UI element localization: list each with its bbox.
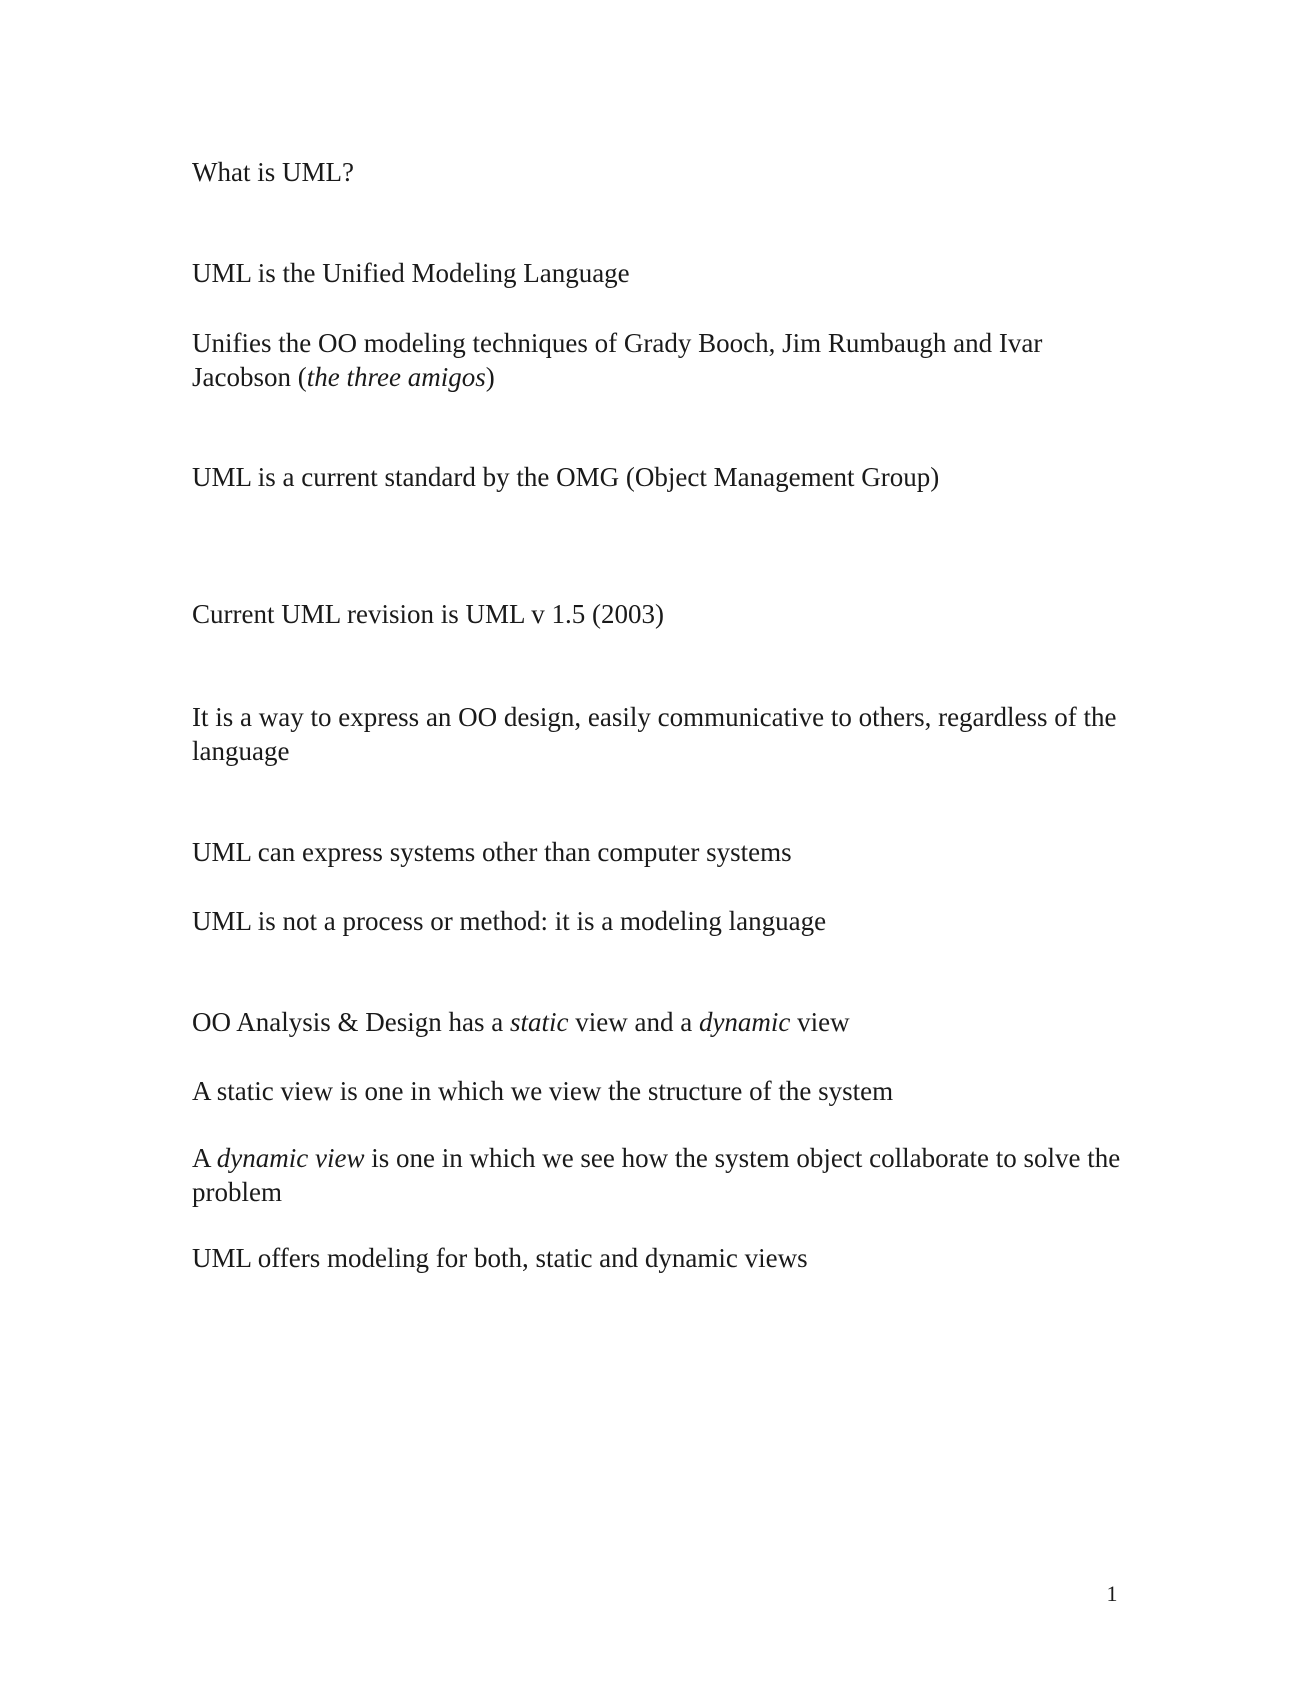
paragraph-express-design: It is a way to express an OO design, easily communicative to others, regardless of the language (192, 702, 1117, 766)
paragraph-dynamic-view (192, 1141, 1132, 1209)
static-dynamic-text-2: view and a (568, 1007, 699, 1037)
static-italic: static (509, 1007, 569, 1037)
dynamic-view-italic: dynamic view (216, 1143, 365, 1173)
static-dynamic-text-1: OO Analysis & Design has a (192, 1007, 510, 1037)
paragraph-unifies-close: ) (485, 362, 495, 392)
paragraph-static-dynamic (192, 1005, 1132, 1039)
dynamic-italic: dynamic (698, 1007, 791, 1037)
paragraph-unifies (192, 326, 1132, 394)
dynamic-view-text-2: is one in which we see how the system object collaborate to solve the problem (192, 1143, 1121, 1207)
paragraph-static-view: A static view is one in which we view the structure of the system (192, 1076, 894, 1106)
paragraph-unifies-text: Unifies the OO modeling techniques of Grady Booch, Jim Rumbaugh and Ivar Jacobson ( (192, 328, 1043, 392)
document-title: What is UML? (192, 157, 354, 187)
three-amigos-italic: the three amigos (306, 362, 486, 392)
static-dynamic-text-3: view (790, 1007, 850, 1037)
dynamic-view-text-1: A (192, 1143, 217, 1173)
page-number: 1 (1106, 1581, 1118, 1606)
paragraph-other-systems: UML can express systems other than computer systems (192, 837, 792, 867)
paragraph-both-views: UML offers modeling for both, static and dynamic views (192, 1243, 808, 1273)
paragraph-uml-definition: UML is the Unified Modeling Language (192, 258, 630, 288)
paragraph-not-process: UML is not a process or method: it is a modeling language (192, 906, 827, 936)
paragraph-omg-standard: UML is a current standard by the OMG (Object Management Group) (192, 462, 940, 492)
paragraph-uml-revision: Current UML revision is UML v 1.5 (2003) (192, 599, 664, 629)
